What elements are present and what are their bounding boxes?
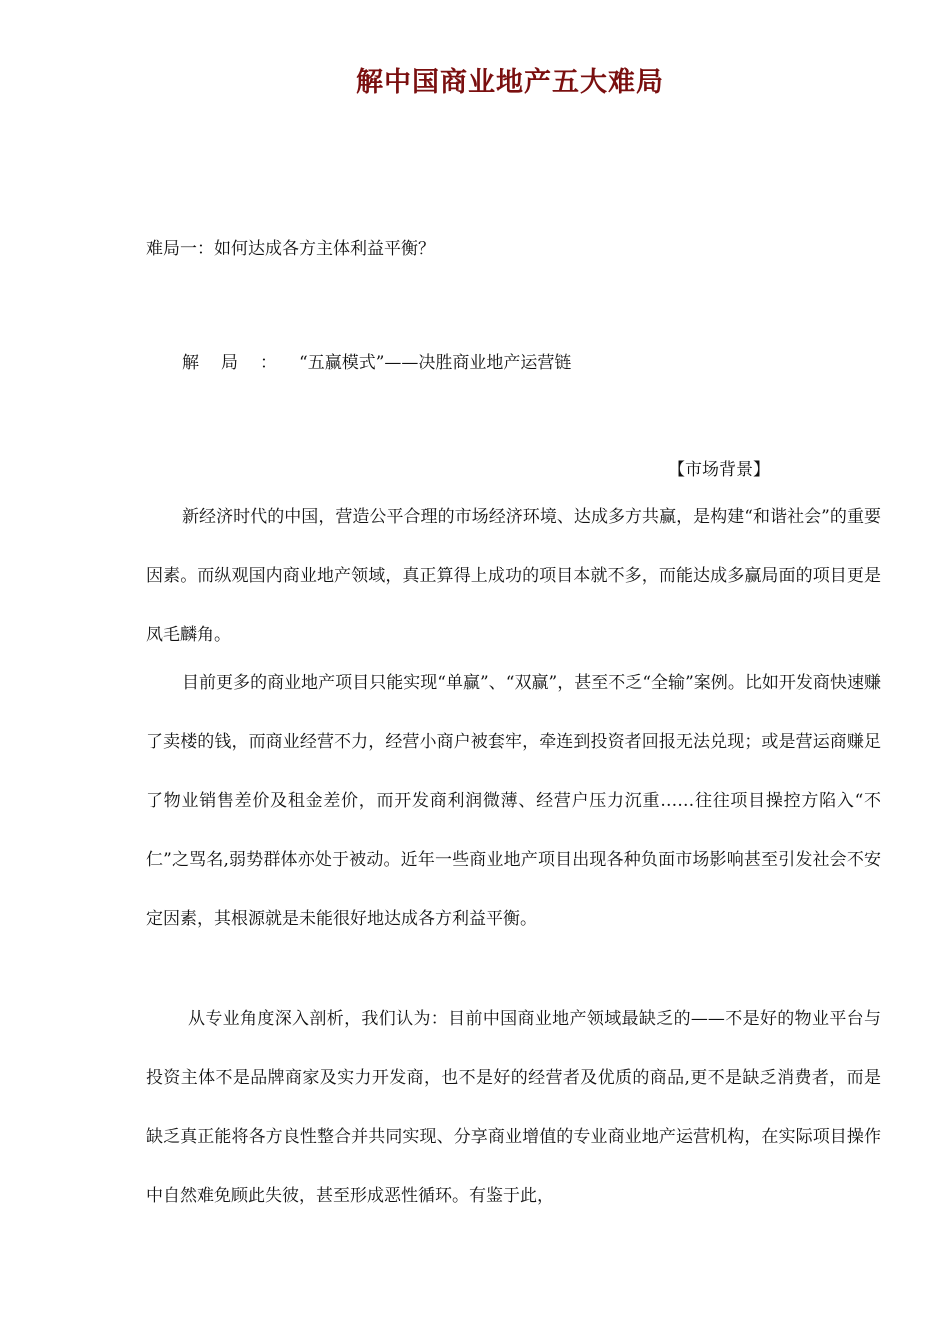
document-title: 解中国商业地产五大难局 [356,67,664,98]
section-label: 【市场背景】 [668,460,770,480]
body-paragraph: 从专业角度深入剖析，我们认为：目前中国商业地产领域最缺乏的——不是好的物业平台与投资主体不是品牌商家及实力开发商，也不是好的经营者及优质的商品,更不是缺乏消费者，而是缺乏真正能将各方良性整合并共同实现、分享商业增值的专业商业地产运营机构，在实际项目操作中自然难免顾此失彼，甚至形成恶性循环。有鉴于此， [146,1009,881,1206]
body-paragraph: 新经济时代的中国，营造公平合理的市场经济环境、达成多方共赢，是构建“和谐社会”的重要因素。而纵观国内商业地产领域，真正算得上成功的项目本就不多，而能达成多赢局面的项目更是凤毛麟角。 [146,507,881,645]
body-paragraph: 目前更多的商业地产项目只能实现“单赢”、“双赢”，甚至不乏“全输”案例。比如开发商快速赚了卖楼的钱，而商业经营不力，经营小商户被套牢，牵连到投资者回报无法兑现；或是营运商赚足了物业销售差价及租金差价，而开发商利润微薄、经营户压力沉重……往往项目操控方陷入“不仁”之骂名,弱势群体亦处于被动。近年一些商业地产项目出现各种负面市场影响甚至引发社会不安定因素，其根源就是未能很好地达成各方利益平衡。 [146,673,881,929]
solution-label: 解局： [182,353,299,373]
solution-line [182,348,571,373]
solution-text: “五赢模式”——决胜商业地产运营链 [299,353,572,373]
problem-heading: 难局一：如何达成各方主体利益平衡？ [146,239,435,259]
